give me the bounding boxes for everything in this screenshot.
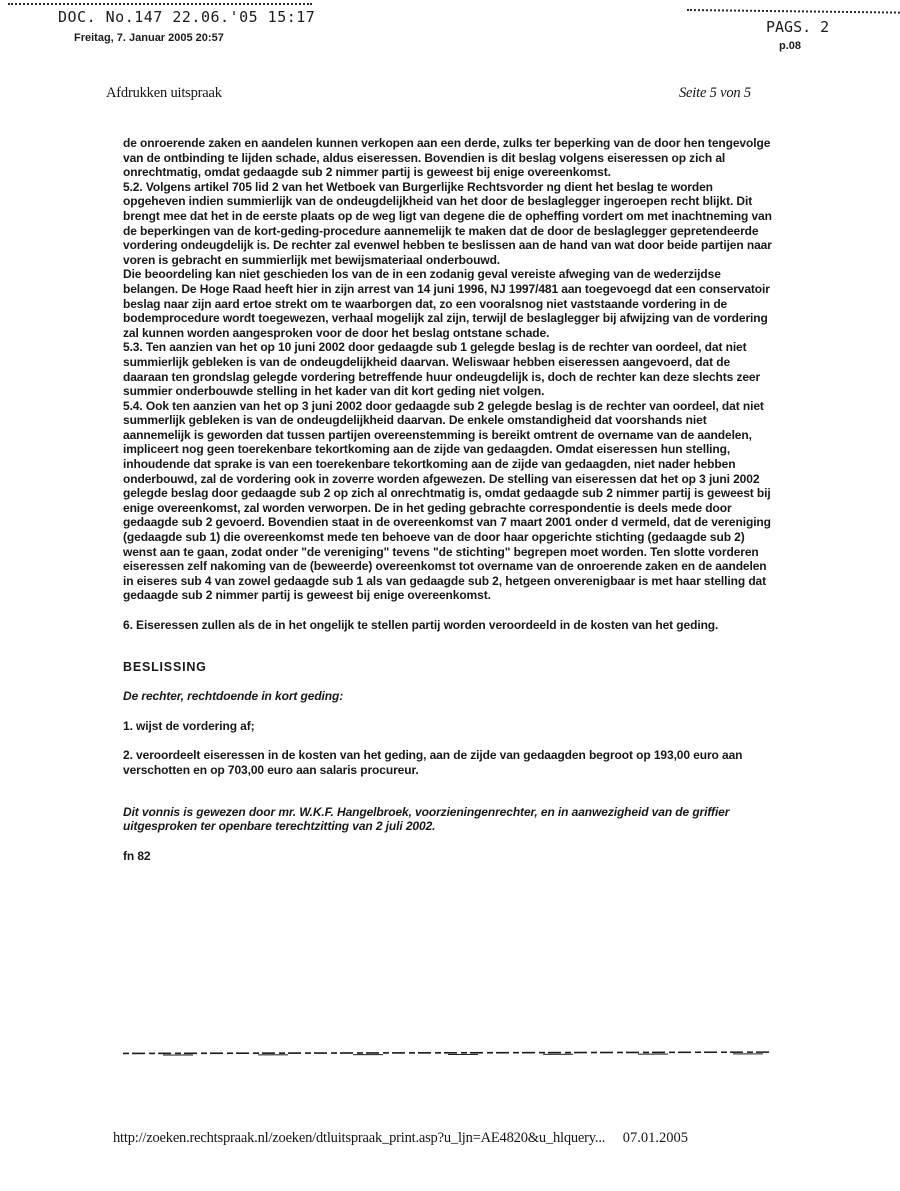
source-url-text: http://zoeken.rechtspraak.nl/zoeken/dtluitspraak_print.asp?u_ljn=AE4820&u_hlquery... — [113, 1130, 606, 1146]
body-paragraph: 5.3. Ten aanzien van het op 10 juni 2002 door gedaagde sub 1 gelegde beslag is de rechter van oordeel, dat niet summierlijk gebleken is van de ondeugdelijkheid daarvan. Weliswaar hebben eiseressen aangevoerd, dat de daaraan ten grondslag gelegde vordering betreffende huur ondeugdelijk is, doch de rechter kan deze slechts zeer summier onderbouwde stelling in het kader van dit kort geding niet volgen. — [123, 340, 761, 399]
fax-dotted-line-left — [8, 3, 312, 5]
print-date: 07.01.2005 — [622, 1130, 689, 1146]
section-heading: BESLISSING — [123, 659, 207, 674]
body-paragraph: 6. Eiseressen zullen als de in het ongelijk te stellen partij worden veroordeeld in de kosten van het geding. — [123, 618, 719, 632]
body-paragraph: fn 82 — [123, 848, 151, 863]
body-paragraph: de onroerende zaken en aandelen kunnen verkopen aan een derde, zulks ter beperking van de door hen tengevolge van de ontbinding te lijden schade, aldus eiseressen. Bovendien is dit beslag volgens eiseressen op zich al onrechtmatig, omdat gedaagde sub 2 nimmer partij is geweest bij enige overeenkomst. — [123, 136, 771, 180]
body-paragraph: 5.4. Ook ten aanzien van het op 3 juni 2002 door gedaagde sub 2 gelegde beslag is de rechter van oordeel, dat niet summerlijk gebleken is van de ondeugdelijkheid daarvan. De enkele omstandigheid dat voorshands niet aannemelijk is geworden dat tussen partijen overeenstemming is bereikt omtrent de overname van de aandelen, impliceert nog geen toerekenbare tekortkoming aan de zijde van gedaagden. Omdat eiseressen hun stelling, inhoudende dat sprake is van een toerekenbare tekortkoming aan de zijde van gedaagden, niet nader hebben onderbouwd, zal de vordering ook in zoverre worden afgewezen. De stelling van eiseressen dat het op 3 juni 2002 gelegde beslag door gedaagde sub 2 op zich al onrechtmatig is, omdat gedaagde sub 2 nimmer partij is geweest bij enige overeenkomst, zal worden verworpen. De in het geding gebrachte correspondentie is deels mede door gedaagde sub 2 gevoerd. Bovendien staat in de overeenkomst van 7 maart 2001 onder d vermeld, dat de vereniging (gedaagde sub 1) die overeenkomst mede ten behoeve van de door haar opgerichte stichting (gedaagde sub 2) wenst aan te gaan, zodat onder "de vereniging" tevens "de stichting" begrepen moet worden. Ten slotte vorderen eiseressen zelf nakoming van de (beweerde) overeenkomst tot overname van de onroerende zaken en de aandelen in eiseres sub 4 van zowel gedaagde sub 1 als van gedaagde sub 2, hetgeen onverenigbaar is met haar stelling dat gedaagde sub 2 nimmer partij is geweest bij enige overeenkomst. — [123, 398, 771, 603]
fax-doc-number-timestamp: DOC. No.147 22.06.'05 15:17 — [58, 8, 316, 26]
body-paragraph: 2. veroordeelt eiseressen in de kosten van het geding, aan de zijde van gedaagden begroot op 193,00 euro aan verschotten en op 703,00 euro aan salaris procureur. — [123, 748, 743, 777]
print-footer — [113, 1130, 793, 1147]
page-number-indicator: Seite 5 von 5 — [679, 85, 751, 101]
fax-dotted-line-right — [687, 9, 900, 14]
fax-page-count: PAGS. 2 — [766, 18, 830, 36]
fax-page-small-label: p.08 — [779, 40, 802, 52]
page-title: Afdrukken uitspraak — [106, 85, 222, 101]
divider-line — [123, 1051, 771, 1055]
body-paragraph: De rechter, rechtdoende in kort geding: — [123, 689, 344, 704]
body-paragraph: 1. wijst de vordering af; — [123, 718, 255, 733]
body-paragraph: Die beoordeling kan niet geschieden los van de in een zodanig geval vereiste afweging van de wederzijdse belangen. De Hoge Raad heeft hier in zijn arrest van 14 juni 1996, NJ 1997/481 aan toegevoegd dat een conservatoir beslag naar zijn aard ertoe strekt om te waarborgen dat, zo een vooralsnog niet vaststaande vordering in de bodemprocedure wordt toegewezen, verhaal mogelijk zal zijn, terwijl de beslaglegger bij afwijzing van de vordering zal kunnen worden aangesproken voor de door het beslag ontstane schade. — [123, 267, 770, 340]
fax-received-date: Freitag, 7. Januar 2005 20:57 — [74, 32, 224, 44]
body-paragraph: Dit vonnis is gewezen door mr. W.K.F. Hangelbroek, voorzieningenrechter, en in aanwezigheid van de griffier uitgesproken ter openbare terechtzitting van 2 juli 2002. — [123, 804, 730, 834]
judgment-body-text — [123, 136, 773, 863]
body-paragraph: 5.2. Volgens artikel 705 lid 2 van het Wetboek van Burgerlijke Rechtsvorder ng dient het beslag te worden opgeheven indien summierlijk van de ondeugdelijkheid van het door de beslaglegger ingeroepen recht blijkt. Dit brengt mee dat het in de eerste plaats op de weg ligt van degene die de opheffing vordert om met inachtneming van de beperkingen van de kort-geding-procedure aannemelijk te maken dat de door de beslaglegger gepretendeerde vordering ondeugdelijk is. De rechter zal evenwel hebben te beslissen aan de hand van wat door beide partijen naar voren is gebracht en summierlijk met bewijsmateriaal onderbouwd. — [123, 179, 772, 267]
